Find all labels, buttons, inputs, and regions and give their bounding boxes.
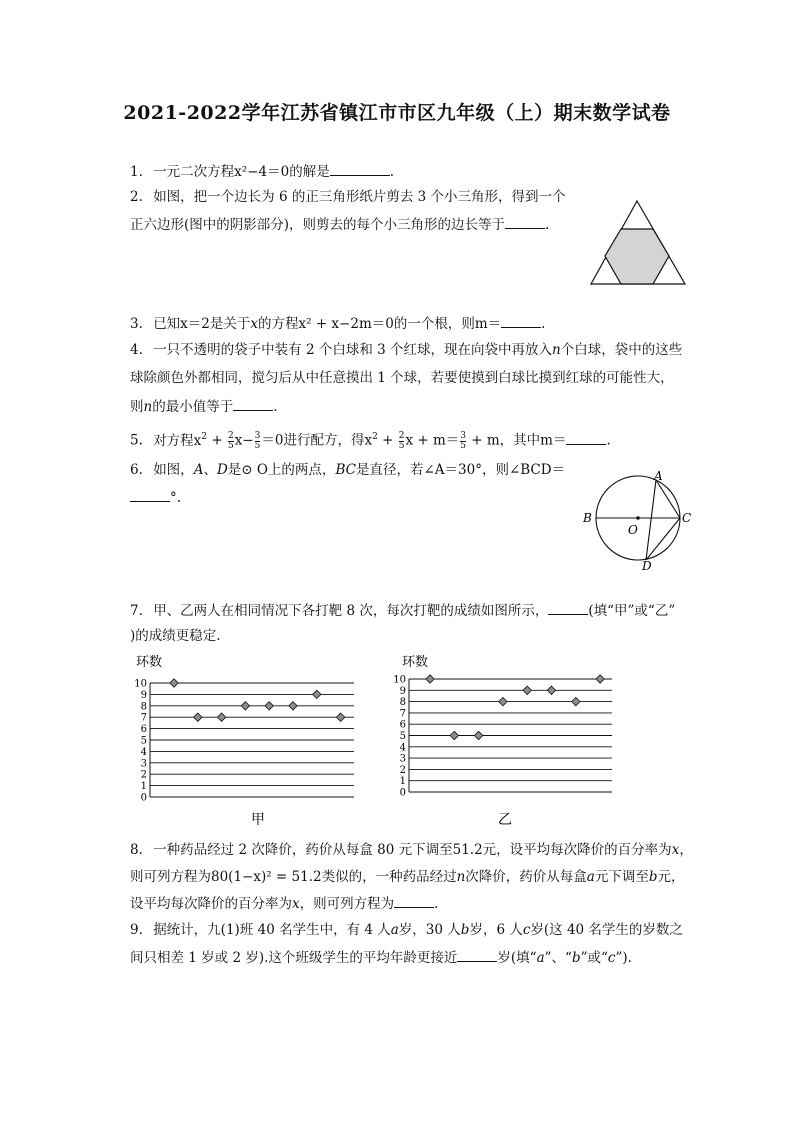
question-text: 一元二次方程x²−4＝0的解是: [153, 164, 330, 180]
fraction: $\frac{2}{5}$: [398, 430, 405, 451]
label-a: A: [654, 469, 663, 483]
question-text: 正六边形(图中的阴影部分)，则剪去的每个小三角形的边长等于: [130, 217, 506, 233]
data-point: [547, 686, 555, 694]
question-text: 一种药品经过 2 次降价，药价从每盒 80 元下调至51.2元，设平均每次降价的百分率为: [153, 842, 672, 858]
ytick-label: 1: [140, 781, 147, 793]
punct: .: [545, 217, 550, 233]
question-text: 据统计，九(1)班 40 名学生中，有 4 人: [153, 922, 391, 938]
answer-blank[interactable]: [233, 397, 273, 411]
question-number: 4.: [130, 342, 143, 358]
center-dot: [636, 516, 640, 520]
punct: .: [541, 316, 546, 332]
question-9-line-2: [130, 948, 632, 967]
question-text: (填“甲”或“乙”: [588, 603, 676, 619]
question-3: [130, 314, 545, 333]
answer-blank[interactable]: [330, 162, 390, 176]
data-point: [572, 697, 580, 705]
question-text: 的方程x² + x−2m＝0的一个根，则m＝: [258, 316, 502, 332]
question-text: ”、“: [544, 950, 572, 966]
ytick-label: 9: [399, 685, 406, 697]
answer-blank[interactable]: [548, 601, 588, 615]
question-number: 2.: [130, 189, 143, 205]
page-title: 2021-2022学年江苏省镇江市市区九年级（上）期末数学试卷: [123, 102, 671, 124]
question-text: 是直径，若∠A＝30°，则∠BCD＝: [355, 462, 566, 478]
point-a: A: [193, 462, 204, 478]
question-text: + m，其中m＝: [466, 432, 567, 449]
question-text: 则: [130, 399, 144, 415]
answer-blank[interactable]: [505, 215, 545, 229]
answer-blank[interactable]: [501, 314, 541, 328]
label-b: B: [583, 511, 592, 525]
question-7-line-2: )的成绩更稳定.: [130, 628, 221, 644]
data-point: [450, 731, 458, 739]
answer-blank[interactable]: [566, 431, 606, 445]
question-4-line-2: 球除颜色外都相同，搅匀后从中任意摸出 1 个球，若要使摸到白球比摸到红球的可能性大，: [130, 370, 674, 386]
question-text: ＝0进行配方，得x: [261, 432, 373, 449]
segment-bc: BC: [335, 462, 356, 478]
question-1: [130, 162, 394, 181]
question-number: 6.: [130, 462, 143, 478]
ytick-label: 6: [399, 719, 406, 731]
fraction: $\frac{3}{5}$: [254, 430, 261, 451]
question-text: ”或“: [580, 950, 608, 966]
variable-b: b: [648, 869, 658, 885]
point-d: D: [216, 462, 228, 478]
question-text: 的最小值等于: [152, 399, 234, 415]
variable-c: c: [522, 922, 531, 938]
chart-gridlines: [409, 679, 612, 792]
variable-n: n: [552, 342, 561, 358]
question-number: 1.: [130, 164, 143, 180]
question-8-line-1: 8. 一种药品经过 2 次降价，药价从每盒 80 元下调至51.2元，设平均每次降价的百分率为x，: [130, 842, 693, 858]
chart-marks: [426, 675, 605, 740]
triangle-hexagon-figure: [590, 198, 690, 288]
ytick-label: 7: [399, 708, 406, 720]
punct: .: [273, 399, 278, 415]
question-text: 间只相差 1 岁或 2 岁).这个班级学生的平均年龄更接近: [130, 950, 458, 966]
label-o: O: [628, 523, 638, 537]
ytick-label: 5: [399, 731, 406, 742]
question-text: x + m＝: [405, 432, 460, 449]
data-point: [313, 690, 321, 698]
question-text: 岁(这 40 名学生的岁数之: [530, 922, 683, 938]
ytick-label: 4: [399, 742, 406, 754]
answer-blank[interactable]: [394, 894, 434, 908]
exponent: 2: [201, 432, 208, 442]
chart-yticks: [134, 679, 147, 804]
question-text: 是⊙ O上的两点，: [227, 462, 336, 478]
question-text: 如图，: [153, 462, 194, 478]
question-8-line-2: [130, 868, 685, 886]
chart-yi: [390, 652, 630, 830]
data-point: [474, 731, 482, 739]
fraction: $\frac{2}{5}$: [227, 430, 234, 451]
data-point: [194, 713, 202, 721]
ytick-label: 8: [140, 701, 147, 713]
variable-c: c: [607, 950, 616, 966]
data-point: [499, 697, 507, 705]
question-text: ”).: [615, 950, 632, 966]
question-4-line-1: [130, 341, 682, 359]
question-text: 甲、乙两人在相同情况下各打靶 8 次，每次打靶的成绩如图所示，: [153, 603, 549, 619]
ytick-label: 4: [140, 746, 147, 758]
question-text: 设平均每次降价的百分率为: [130, 896, 292, 912]
variable-n: n: [143, 399, 153, 415]
question-text: ，则可列方程为: [299, 896, 395, 912]
ytick-label: 8: [399, 697, 406, 709]
answer-blank[interactable]: [457, 948, 497, 962]
data-point: [289, 702, 297, 710]
question-number: 5.: [130, 432, 143, 449]
chord-ad: [646, 480, 656, 560]
chart-jia: [130, 652, 370, 830]
variable-x: x: [671, 842, 680, 858]
chord-ac: [656, 480, 680, 518]
chart-title: 乙: [498, 812, 512, 828]
question-text: 已知x＝2是关于: [153, 316, 251, 332]
question-9-line-1: [130, 921, 683, 939]
punct: 、: [203, 462, 217, 478]
answer-blank[interactable]: [130, 488, 170, 502]
variable-b: b: [571, 950, 581, 966]
ytick-label: 0: [140, 792, 147, 804]
data-point: [426, 675, 434, 683]
variable-n: n: [456, 869, 466, 885]
ytick-label: 10: [134, 678, 147, 690]
data-point: [241, 702, 249, 710]
question-text: 如图，把一个边长为 6 的正三角形纸片剪去 3 个小三角形，得到一个: [153, 189, 566, 205]
question-text: 个白球，袋中的这些: [560, 342, 683, 358]
chart-title: 甲: [251, 812, 265, 828]
data-point: [336, 713, 344, 721]
variable-x: x: [250, 316, 259, 332]
punct: .: [606, 432, 611, 449]
ytick-label: 2: [399, 764, 406, 776]
label-c: C: [682, 511, 692, 525]
variable-x: x: [292, 896, 300, 912]
question-7-line-1: [130, 601, 675, 620]
circle-figure: [578, 468, 698, 573]
ytick-label: 3: [399, 753, 406, 765]
question-4-line-3: [130, 397, 278, 416]
variable-b: b: [460, 922, 470, 938]
data-point: [596, 675, 604, 683]
question-2-line-2: [130, 215, 549, 234]
question-number: 3.: [130, 316, 143, 332]
data-point: [523, 686, 531, 694]
question-number: 8.: [130, 842, 143, 858]
question-text: 元，: [657, 869, 685, 885]
question-text: 岁，6 人: [469, 922, 523, 938]
data-point: [265, 702, 273, 710]
punct: °.: [170, 490, 182, 506]
ytick-label: 9: [140, 689, 147, 701]
variable-a: a: [536, 950, 545, 966]
question-2-line-1: [130, 188, 566, 206]
question-8-line-3: [130, 894, 438, 913]
question-number: 9.: [130, 922, 143, 938]
ytick-label: 6: [140, 724, 147, 736]
ytick-label: 1: [399, 776, 406, 788]
question-text: x−: [234, 432, 254, 449]
ytick-label: 2: [140, 769, 147, 781]
shaded-hexagon: [605, 229, 669, 284]
question-6-line-1: [130, 461, 565, 479]
question-text: 岁，30 人: [398, 922, 461, 938]
chart-gridlines: [150, 683, 354, 797]
question-text: 一只不透明的袋子中装有 2 个白球和 3 个红球，现在向袋中再放入: [153, 342, 553, 358]
question-text: 则可列方程为80(1−x)² = 51.2类似的，一种药品经过: [130, 869, 457, 885]
question-text: 元下调至: [594, 869, 649, 885]
ytick-label: 5: [140, 735, 147, 747]
chart-marks: [170, 679, 345, 722]
question-5: 5. 对方程$x^2$ + $\frac{2}{5}$ x− $\frac{3}{5}$ ＝0进行配方，得$x^2$ + $\frac{2}{5}$ x + m＝ $\frac{3}{5}$ + m，其中m＝ .: [130, 430, 611, 451]
ytick-label: 3: [140, 758, 147, 770]
question-6-line-2: [130, 488, 181, 507]
variable-a: a: [586, 869, 595, 885]
question-text: 对方程x: [153, 432, 202, 449]
question-number: 7.: [130, 603, 143, 619]
question-text: 次降价，药价从每盒: [465, 869, 587, 885]
ytick-label: 7: [140, 712, 147, 724]
chart-ylabel: 环数: [136, 655, 163, 670]
question-text: 岁(填“: [497, 950, 537, 966]
ytick-label: 0: [399, 787, 406, 799]
label-d: D: [642, 559, 652, 573]
chart-ylabel: 环数: [402, 655, 429, 670]
chart-yticks: [393, 675, 406, 799]
data-point: [217, 713, 225, 721]
ytick-label: 10: [393, 674, 406, 686]
exponent: 2: [372, 432, 378, 442]
variable-a: a: [390, 922, 399, 938]
data-point: [170, 679, 178, 687]
punct: .: [434, 896, 439, 912]
punct: .: [389, 164, 394, 180]
fraction: $\frac{3}{5}$: [460, 430, 466, 451]
